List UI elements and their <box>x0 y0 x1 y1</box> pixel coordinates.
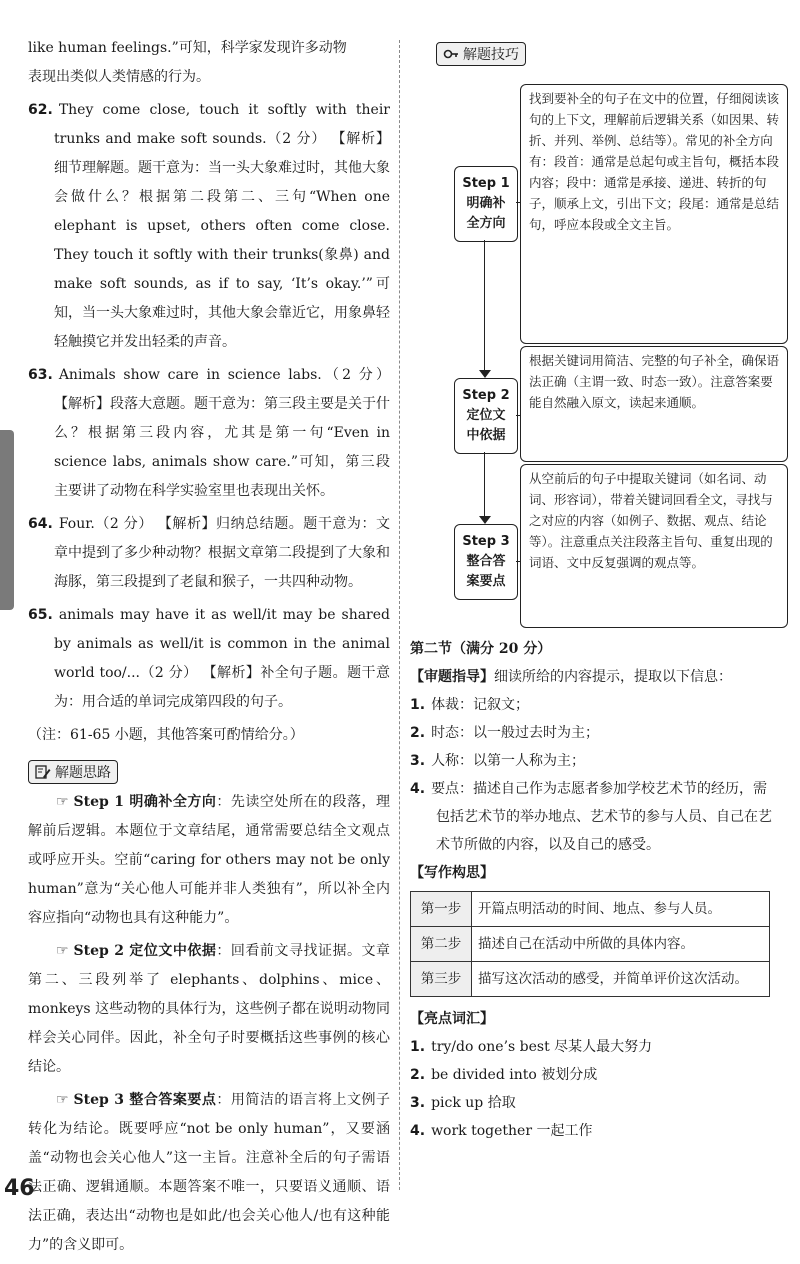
vocab-text: pick up 拾取 <box>431 1095 516 1111</box>
vocab-number: 1. <box>410 1039 426 1055</box>
steps-flowchart <box>410 70 778 635</box>
answer-63 <box>28 361 390 506</box>
vocab-label: 【亮点词汇】 <box>410 1011 494 1027</box>
step2-label-b: 定位文 <box>466 408 506 423</box>
thinking-tag-label: 解题思路 <box>55 765 111 781</box>
table-row <box>411 927 770 962</box>
side-tab <box>0 430 14 610</box>
plan-label: 【写作构思】 <box>410 865 494 881</box>
item-number: 3. <box>410 753 426 769</box>
step3-label-a: Step 3 <box>462 534 510 549</box>
list-item <box>410 775 778 859</box>
item-number: 2. <box>410 725 426 741</box>
question-number-62: 62. <box>28 102 53 118</box>
vocab-text: try/do one’s best 尽某人最大努力 <box>431 1039 653 1055</box>
step3-label-c: 案要点 <box>466 574 506 589</box>
step2-box <box>454 378 518 454</box>
intro-line-1: like human feelings.”可知，科学家发现许多动物 <box>28 40 347 56</box>
list-item <box>410 747 778 775</box>
vocab-item <box>410 1117 778 1145</box>
vocab-item <box>410 1089 778 1117</box>
answer-62 <box>28 96 390 357</box>
step1-label-a: Step 1 <box>462 176 510 191</box>
arrow-down-icon <box>479 370 491 378</box>
answer-65 <box>28 601 390 717</box>
item-text: 体裁：记叙文； <box>431 697 530 713</box>
table-row <box>411 892 770 927</box>
vocab-text: be divided into 被划分成 <box>431 1067 598 1083</box>
hand-icon: ☞ <box>56 943 69 959</box>
item-text: 要点：描述自己作为志愿者参加学校艺术节的经历，需包括艺术节的举办地点、艺术节的参与人员、自己在艺术节所做的内容，以及自己的感受。 <box>431 781 772 853</box>
plan-step-key: 第三步 <box>411 962 472 997</box>
step2-paragraph <box>28 937 390 1082</box>
item-number: 4. <box>410 781 426 797</box>
plan-step-value: 开篇点明活动的时间、地点、参与人员。 <box>472 892 770 927</box>
review-label: 【审题指导】 <box>410 669 494 685</box>
answer-63-text: Animals show care in science labs.（2 分） 【解析】段落大意题。题干意为：第三段主要是关于什么？根据第三段内容，尤其是第一句“Even in science labs, animals show care.”可知，第三段主要讲了动物在科学实验室里也表现出关怀。 <box>54 367 390 499</box>
item-text: 人称：以第一人称为主； <box>431 753 586 769</box>
answer-64-text: Four.（2 分） 【解析】归纳总结题。题干意为：文章中提到了多少种动物？根据文章第二段提到了大象和海豚，第三段提到了老鼠和猴子，一共四种动物。 <box>54 516 390 590</box>
column-divider <box>399 40 400 1190</box>
step2-title: Step 2 定位文中依据 <box>73 943 217 959</box>
vocab-item <box>410 1033 778 1061</box>
vocab-number: 3. <box>410 1095 426 1111</box>
connector <box>516 561 520 562</box>
step1-paragraph <box>28 788 390 933</box>
item-number: 1. <box>410 697 426 713</box>
plan-step-key: 第二步 <box>411 927 472 962</box>
vocab-number: 2. <box>410 1067 426 1083</box>
review-text: 细读所给的内容提示，提取以下信息： <box>494 669 732 685</box>
section-title: 第二节（满分 20 分） <box>410 641 552 657</box>
intro-line-2: 表现出类似人类情感的行为。 <box>28 69 210 85</box>
vocab-number: 4. <box>410 1123 426 1139</box>
answer-62-text: They come close, touch it softly with their trunks and make soft sounds.（2 分） 【解析】细节理解题。题干意为：当一头大象难过时，其他大象会做什么？根据第二段第二、三句“When one elephant is upset, others often come close. They touch it softly with their trunks(象鼻) and make soft sounds, as if to say, ‘It’s okay.’”可知，当一头大象难过时，其他大象会靠近它，用象鼻轻轻触摸它并发出轻柔的声音。 <box>54 102 390 350</box>
step2-label-a: Step 2 <box>462 388 510 403</box>
step3-label-b: 整合答 <box>466 554 506 569</box>
scoring-note: （注：61-65 小题，其他答案可酌情给分。） <box>28 727 304 743</box>
step3-description: 从空前后的句子中提取关键词（如名词、动词、形容词），带着关键词回看全文，寻找与之对应的内容（如例子、数据、观点、结论等）。注意重点关注段落主旨句、重复出现的词语、文中反复强调的观点等。 <box>520 464 788 628</box>
page-number: 46 <box>4 1176 35 1201</box>
step3-text: ：用简洁的语言将上文例子转化为结论。既要呼应“not be only human”，又要涵盖“动物也会关心他人”这一主旨。注意补全后的句子需语法正确、逻辑通顺。本题答案不唯一，只要语义通顺、语法正确，表达出“动物也是如此/也会关心他人/也有这种能力”的含义即可。 <box>28 1092 391 1253</box>
thinking-tag <box>28 760 118 784</box>
answer-64 <box>28 510 390 597</box>
connector <box>516 202 520 203</box>
step3-title: Step 3 整合答案要点 <box>73 1092 217 1108</box>
vocab-item <box>410 1061 778 1089</box>
hand-icon: ☞ <box>56 794 69 810</box>
step1-title: Step 1 明确补全方向 <box>73 794 217 810</box>
answer-65-text: animals may have it as well/it may be shared by animals as well/it is common in the animal world too/...（2 分） 【解析】补全句子题。题干意为：用合适的单词完成第四段的句子。 <box>54 607 390 710</box>
step3-paragraph <box>28 1086 390 1260</box>
item-text: 时态：以一般过去时为主； <box>431 725 600 741</box>
question-number-64: 64. <box>28 516 53 532</box>
step2-text: ：回看前文寻找证据。文章第二、三段列举了 elephants、dolphins、mice、monkeys 这些动物的具体行为，这些例子都在说明动物同样会关心同伴。因此，补全句子时要概括这些事例的核心结论。 <box>28 943 391 1075</box>
right-column <box>410 40 778 1145</box>
step2-description: 根据关键词用简洁、完整的句子补全，确保语法正确（主谓一致、时态一致）。注意答案要能自然融入原文，读起来通顺。 <box>520 346 788 462</box>
intro-text <box>28 34 390 92</box>
connector <box>516 415 520 416</box>
plan-step-value: 描述自己在活动中所做的具体内容。 <box>472 927 770 962</box>
question-number-65: 65. <box>28 607 53 623</box>
writing-plan-table <box>410 891 770 997</box>
step3-box <box>454 524 518 600</box>
arrow-down-icon <box>479 516 491 524</box>
left-column <box>28 34 390 1264</box>
flow-line <box>484 452 485 520</box>
table-row <box>411 962 770 997</box>
flow-line <box>484 240 485 374</box>
tips-tag <box>436 42 526 66</box>
list-item <box>410 691 778 719</box>
vocab-text: work together 一起工作 <box>431 1123 593 1139</box>
step1-label-c: 全方向 <box>466 216 506 231</box>
step1-description: 找到要补全的句子在文中的位置，仔细阅读该句的上下文，理解前后逻辑关系（如因果、转折、并列、举例、总结等）。常见的补全方向有：段首：通常是总起句或主旨句，概括本段内容；段中：通常是承接、递进、转折的句子，顺承上文，引出下文；段尾：通常是总结句，呼应本段或全文主旨。 <box>520 84 788 344</box>
plan-step-key: 第一步 <box>411 892 472 927</box>
step2-label-c: 中依据 <box>466 428 506 443</box>
step1-box <box>454 166 518 242</box>
key-icon <box>443 46 459 62</box>
step1-text: ：先读空处所在的段落，理解前后逻辑。本题位于文章结尾，通常需要总结全文观点或呼应开头。空前“caring for others may not be only human”意为“关心他人可能并非人类独有”，所以补全内容应指向“动物也具有这种能力”。 <box>28 794 391 926</box>
pencil-icon <box>35 764 51 780</box>
review-guide <box>410 663 778 691</box>
list-item <box>410 719 778 747</box>
step1-label-b: 明确补 <box>466 196 506 211</box>
question-number-63: 63. <box>28 367 53 383</box>
tips-tag-label: 解题技巧 <box>463 47 519 63</box>
plan-step-value: 描写这次活动的感受，并简单评价这次活动。 <box>472 962 770 997</box>
hand-icon: ☞ <box>56 1092 69 1108</box>
